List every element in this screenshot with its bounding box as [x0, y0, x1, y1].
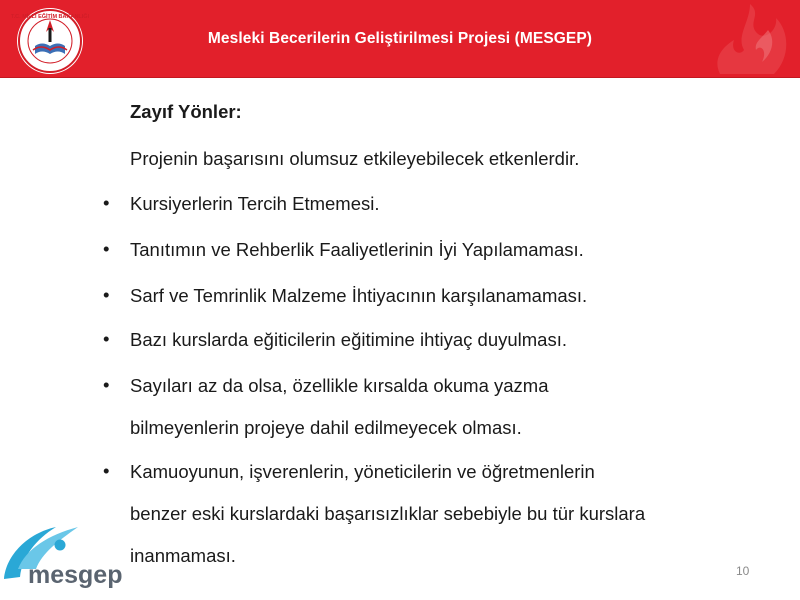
list-item	[130, 460, 770, 586]
list-item-line: Sarf ve Temrinlik Malzeme İhtiyacının karşılanamaması.	[130, 285, 588, 306]
mesgep-logo-icon	[0, 515, 150, 595]
list-item-line: bilmeyenlerin projeye dahil edilmeyecek olması.	[130, 417, 522, 438]
bullet-icon: •	[103, 374, 110, 395]
list-item-line: Tanıtımın ve Rehberlik Faaliyetlerinin İyi Yapılamaması.	[130, 239, 584, 260]
bullet-icon: •	[103, 284, 110, 305]
list-item	[130, 284, 770, 326]
list-item	[130, 374, 770, 458]
bullet-icon: •	[103, 192, 110, 213]
list-item-line: Kamuoyunun, işverenlerin, yöneticilerin ve öğretmenlerin	[130, 461, 595, 482]
list-item-line: Bazı kurslarda eğiticilerin eğitimine ihtiyaç duyulması.	[130, 329, 567, 350]
bullet-icon: •	[103, 328, 110, 349]
bullet-icon: •	[103, 460, 110, 481]
intro-text: Projenin başarısını olumsuz etkileyebilecek etkenlerdir.	[130, 148, 580, 169]
list-item	[130, 328, 770, 370]
list-item-line: benzer eski kurslardaki başarısızlıklar sebebiyle bu tür kurslara	[130, 503, 646, 524]
page-number: 10	[736, 564, 750, 578]
list-item	[130, 192, 770, 234]
brand-text: mesgep	[28, 561, 123, 589]
section-heading: Zayıf Yönler:	[130, 101, 242, 122]
bullet-icon: •	[103, 238, 110, 259]
logo-text: T.C. MİLLİ EĞİTİM BAKANLIĞI	[11, 14, 89, 20]
list-item-line: Sayıları az da olsa, özellikle kırsalda okuma yazma	[130, 375, 549, 396]
page-title: Mesleki Becerilerin Geliştirilmesi Projesi (MESGEP)	[207, 30, 593, 47]
list-item-line: Kursiyerlerin Tercih Etmemesi.	[130, 193, 380, 214]
list-item	[130, 238, 770, 280]
list-item-line: inanmaması.	[130, 545, 236, 566]
